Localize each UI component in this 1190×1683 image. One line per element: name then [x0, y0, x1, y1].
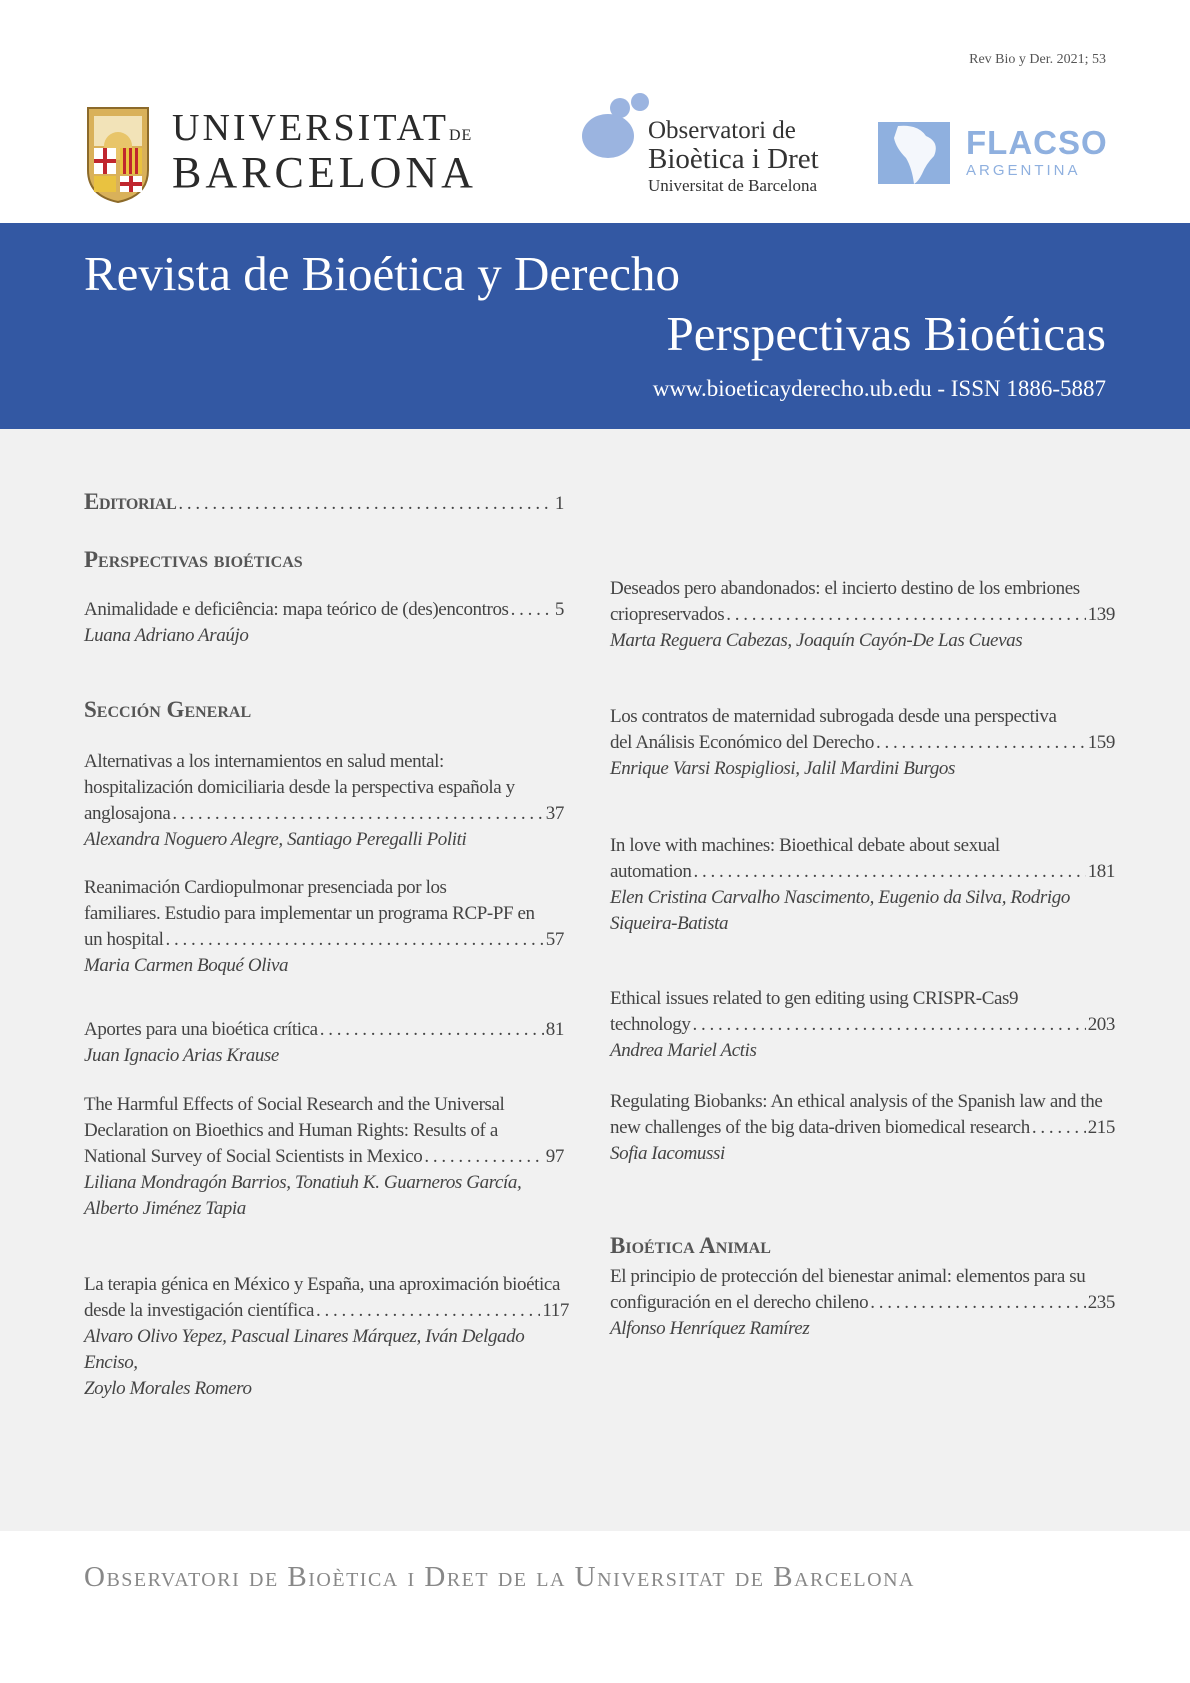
toc-title-line: El principio de protección del bienestar animal: elementos para su: [610, 1266, 1086, 1287]
toc-title: un hospital: [84, 929, 164, 950]
toc-page: 181: [1087, 861, 1115, 882]
toc-page: 203: [1087, 1014, 1115, 1035]
toc-page: 37: [545, 803, 564, 824]
toc-title-line: Deseados pero abandonados: el incierto destino de los embriones: [610, 578, 1080, 599]
toc-authors: Alfonso Henríquez Ramírez: [610, 1318, 810, 1339]
table-of-contents: [0, 429, 1190, 1531]
toc-entry[interactable]: [610, 1089, 1115, 1167]
observatori-blob-icon: [580, 90, 652, 162]
toc-entry[interactable]: [610, 833, 1115, 937]
journal-title: Revista de Bioética y Derecho: [84, 246, 680, 301]
toc-authors: Marta Reguera Cabezas, Joaquín Cayón-De Las Cuevas: [610, 630, 1023, 651]
toc-title: Aportes para una bioética crítica: [84, 1019, 318, 1040]
observatori-line2: Bioètica i Dret: [648, 143, 819, 176]
toc-title-line: In love with machines: Bioethical debate about sexual: [610, 835, 1000, 856]
toc-title-line: La terapia génica en México y España, una aproximación bioética: [84, 1274, 560, 1295]
toc-page: 139: [1087, 604, 1115, 625]
editorial-label: Editorial: [84, 489, 177, 514]
toc-title: anglosajona: [84, 803, 171, 824]
ub-name-line2: BARCELONA: [172, 148, 477, 197]
toc-entry[interactable]: [610, 986, 1115, 1064]
toc-entry[interactable]: [84, 875, 564, 979]
toc-page: 117: [542, 1300, 569, 1321]
journal-banner: [0, 223, 1190, 429]
toc-title-line: familiares. Estudio para implementar un programa RCP-PF en: [84, 903, 535, 924]
citation: Rev Bio y Der. 2021; 53: [969, 52, 1106, 67]
observatori-line3: Universitat de Barcelona: [648, 175, 817, 195]
toc-page: 81: [545, 1019, 564, 1040]
toc-entry[interactable]: [610, 704, 1115, 782]
toc-entry[interactable]: [84, 597, 564, 649]
toc-title: automation: [610, 861, 692, 882]
toc-authors: Sofia Iacomussi: [610, 1143, 725, 1164]
toc-editorial[interactable]: [84, 489, 564, 517]
toc-title-line: Los contratos de maternidad subrogada desde una perspectiva: [610, 706, 1057, 727]
toc-title-line: Alternativas a los internamientos en salud mental:: [84, 751, 444, 772]
toc-entry[interactable]: [610, 576, 1115, 654]
observatori-logo: [580, 90, 845, 195]
toc-authors: Zoylo Morales Romero: [84, 1378, 252, 1399]
toc-title-line: Reanimación Cardiopulmonar presenciada por los: [84, 877, 447, 898]
universitat-barcelona-logo: [84, 100, 477, 204]
toc-authors: Alberto Jiménez Tapia: [84, 1198, 246, 1219]
toc-authors: Alexandra Noguero Alegre, Santiago Peregalli Politi: [84, 829, 467, 850]
toc-authors: Maria Carmen Boqué Oliva: [84, 955, 289, 976]
flacso-sub: ARGENTINA: [966, 162, 1081, 179]
toc-title: del Análisis Económico del Derecho: [610, 732, 874, 753]
toc-authors: Luana Adriano Araújo: [84, 625, 249, 646]
toc-authors: Enrique Varsi Rospigliosi, Jalil Mardini Burgos: [610, 758, 956, 779]
toc-entry[interactable]: [610, 1264, 1115, 1342]
toc-entry[interactable]: [84, 1272, 569, 1402]
toc-title-line: Declaration on Bioethics and Human Rights: Results of a: [84, 1120, 498, 1141]
toc-entry[interactable]: [84, 1017, 564, 1069]
issue-subtitle: Perspectivas Bioéticas: [666, 306, 1106, 361]
toc-page: 235: [1087, 1292, 1115, 1313]
toc-authors: Juan Ignacio Arias Krause: [84, 1045, 279, 1066]
toc-title: National Survey of Social Scientists in Mexico: [84, 1146, 423, 1167]
toc-entry[interactable]: [84, 749, 564, 853]
journal-url[interactable]: www.bioeticayderecho.ub.edu - ISSN 1886-5887: [652, 376, 1106, 401]
footer: [0, 1531, 1190, 1683]
section-heading-seccion-general: Sección General: [84, 697, 252, 722]
toc-authors: Elen Cristina Carvalho Nascimento, Eugenio da Silva, Rodrigo: [610, 887, 1070, 908]
toc-title-line: The Harmful Effects of Social Research and the Universal: [84, 1094, 505, 1115]
toc-page: 159: [1087, 732, 1115, 753]
toc-title: new challenges of the big data-driven biomedical research: [610, 1117, 1030, 1138]
toc-title-line: Regulating Biobanks: An ethical analysis of the Spanish law and the: [610, 1091, 1103, 1112]
toc-authors: Siqueira-Batista: [610, 913, 729, 934]
section-heading-perspectivas: Perspectivas bioéticas: [84, 547, 303, 572]
toc-page: 1: [554, 493, 564, 514]
flacso-map-icon: [878, 118, 950, 188]
toc-title: Animalidade e deficiência: mapa teórico de (des)encontros: [84, 599, 509, 620]
flacso-name: FLACSO: [966, 124, 1108, 161]
toc-title: technology: [610, 1014, 691, 1035]
footer-observatori-name: Observatori de Bioètica i Dret de la Universitat de Barcelona: [84, 1561, 915, 1593]
flacso-logo: [878, 118, 1108, 188]
toc-authors: Andrea Mariel Actis: [610, 1040, 757, 1061]
toc-page: 215: [1087, 1117, 1115, 1138]
toc-authors: Alvaro Olivo Yepez, Pascual Linares Márquez, Iván Delgado Enciso,: [84, 1326, 525, 1373]
toc-title-line: hospitalización domiciliaria desde la perspectiva española y: [84, 777, 515, 798]
toc-title: desde la investigación científica: [84, 1300, 315, 1321]
toc-page: 5: [554, 599, 564, 620]
toc-title-line: Ethical issues related to gen editing using CRISPR-Cas9: [610, 988, 1019, 1009]
toc-page: 57: [545, 929, 564, 950]
toc-authors: Liliana Mondragón Barrios, Tonatiuh K. Guarneros García,: [84, 1172, 522, 1193]
observatori-line1: Observatori de: [648, 117, 796, 144]
section-heading-bioetica-animal: Bioética Animal: [610, 1233, 771, 1258]
header: [0, 0, 1190, 223]
ub-name-line1: UNIVERSITAT: [172, 107, 449, 149]
ub-seal-icon: [84, 100, 152, 204]
toc-title: configuración en el derecho chileno: [610, 1292, 869, 1313]
toc-entry[interactable]: [84, 1092, 564, 1222]
toc-title: criopreservados: [610, 604, 725, 625]
ub-name-de: DE: [448, 127, 473, 144]
toc-page: 97: [545, 1146, 564, 1167]
